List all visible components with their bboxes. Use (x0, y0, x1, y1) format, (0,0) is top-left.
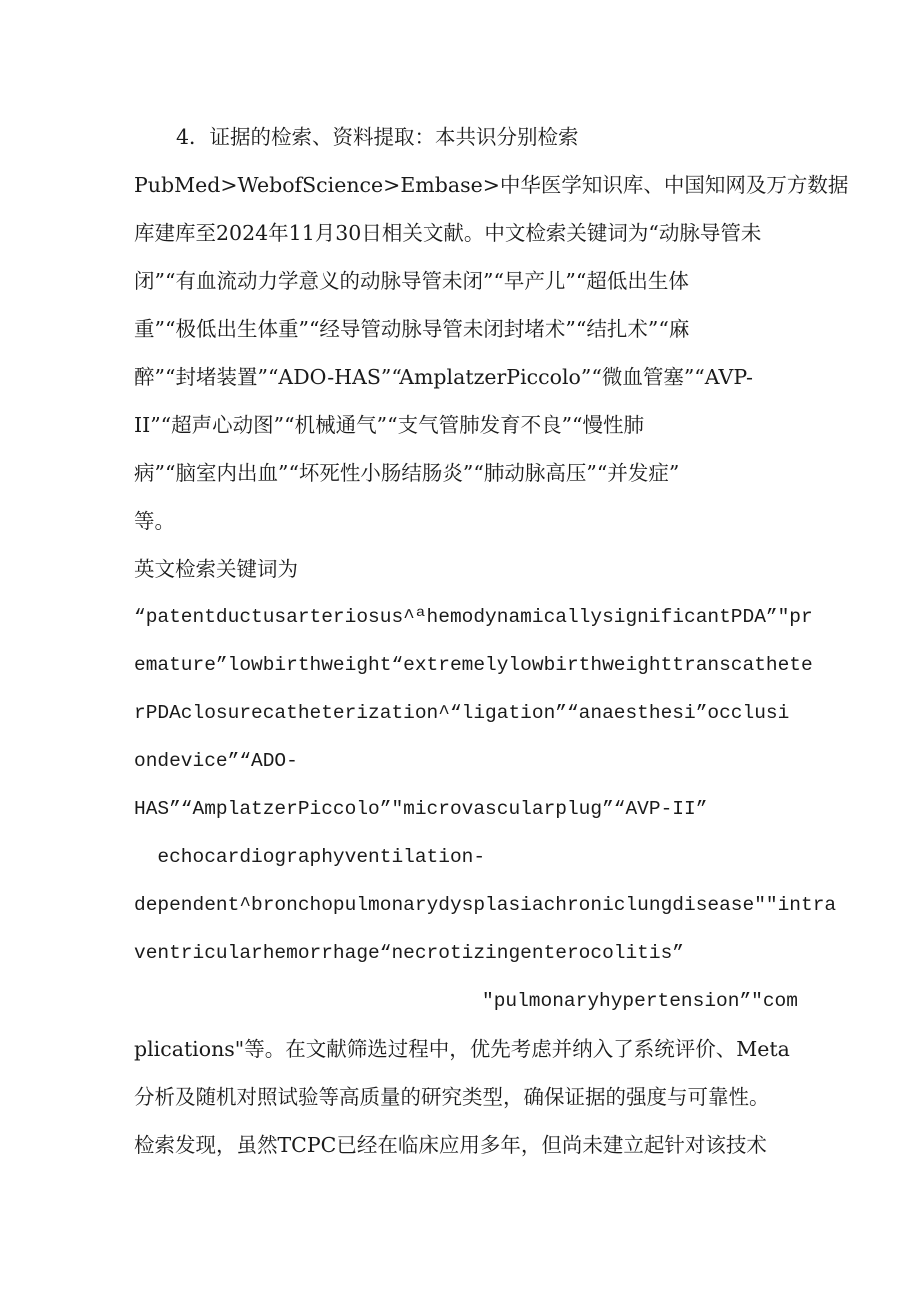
keyword-line: “patentductusarteriosus^ªhemodynamicallysignificantPDA”"pr (134, 606, 813, 628)
keyword-line: rPDAclosurecatheterization^“ligation”“anaesthesi”occlusi (134, 702, 790, 724)
paragraph-line: 分析及随机对照试验等高质量的研究类型，确保证据的强度与可靠性。 (134, 1085, 770, 1109)
paragraph-line: 醉”“封堵装置”“ADO-HAS”“AmplatzerPiccolo”“微血管塞”“AVP- (134, 365, 753, 389)
paragraph-line: 检索发现，虽然TCPC已经在临床应用多年，但尚未建立起针对该技术 (134, 1133, 767, 1157)
section-heading-line: 4．证据的检索、资料提取：本共识分别检索 (176, 125, 579, 149)
paragraph-line: 英文检索关键词为 (134, 557, 298, 581)
paragraph-line: 库建库至2024年11月30日相关文献。中文检索关键词为“动脉导管未 (134, 221, 762, 245)
keyword-line: "pulmonaryhypertension”"com (482, 990, 798, 1012)
paragraph-line: 病”“脑室内出血”“坏死性小肠结肠炎”“肺动脉高压”“并发症” (134, 461, 680, 485)
keyword-line: emature”lowbirthweight“extremelylowbirthweighttranscathete (134, 654, 813, 676)
keyword-line: ondevice”“ADO- (134, 750, 298, 772)
paragraph-line: 重”“极低出生体重”“经导管动脉导管未闭封堵术”“结扎术”“麻 (134, 317, 690, 341)
paragraph-line: II”“超声心动图”“机械通气”“支气管肺发育不良”“慢性肺 (134, 413, 645, 437)
keyword-line: ventricularhemorrhage“necrotizingenterocolitis” (134, 942, 684, 964)
keyword-line: echocardiographyventilation- (134, 846, 486, 868)
paragraph-line: 闭”“有血流动力学意义的动脉导管未闭”“早产儿”“超低出生体 (134, 269, 689, 293)
keyword-line: dependent^bronchopulmonarydysplasiachroniclungdisease""intra (134, 894, 837, 916)
paragraph-line: 等。 (134, 509, 175, 533)
keyword-line: HAS”“AmplatzerPiccolo”"microvascularplug”“AVP-II” (134, 798, 708, 820)
paragraph-line: PubMed>WebofScience>Embase>中华医学知识库、中国知网及万方数据 (134, 173, 849, 197)
paragraph-line: plications"等。在文献筛选过程中，优先考虑并纳入了系统评价、Meta (134, 1037, 790, 1061)
